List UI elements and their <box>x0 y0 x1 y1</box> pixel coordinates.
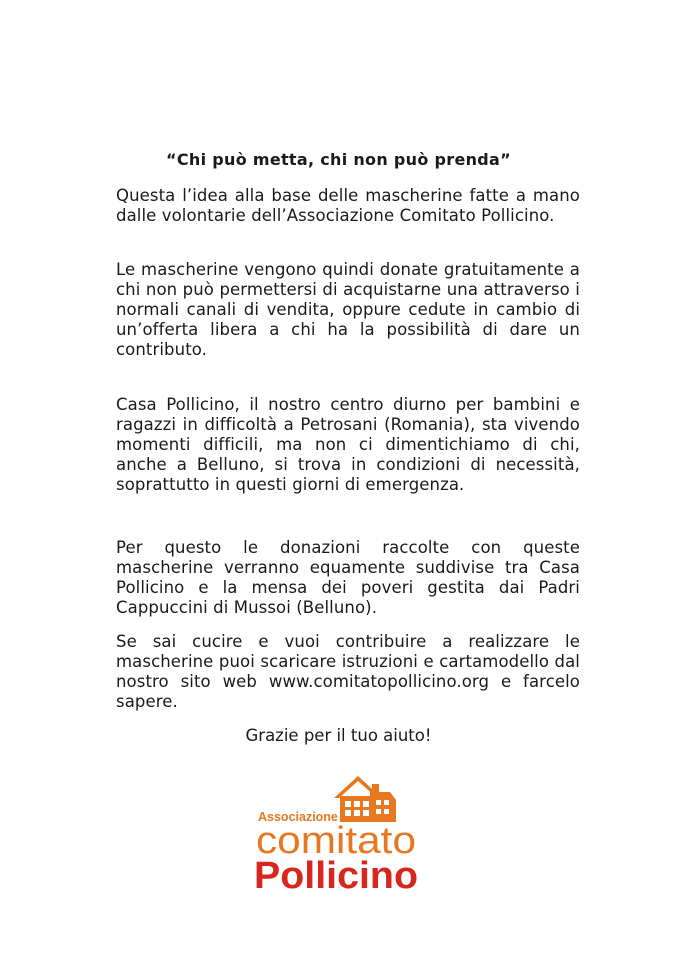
logo-line-associazione: Associazione <box>258 810 338 824</box>
closing-thanks: Grazie per il tuo aiuto! <box>245 726 432 745</box>
logo-line-comitato: comitato <box>256 820 416 862</box>
paragraph-contribute: Se sai cucire e vuoi contribuire a realizzare le mascherine puoi scaricare istruzioni e cartamodello dal nostro sito web www.comitatopollicino.org e farcelo sapere. <box>116 632 580 711</box>
paragraph-casa-pollicino: Casa Pollicino, il nostro centro diurno per bambini e ragazzi in difficoltà a Petrosani (Romania), sta vivendo momenti difficili, ma non ci dimentichiamo di chi, anche a Belluno, si trova in condizioni di necessità, soprattutto in questi giorni di emergenza. <box>116 395 580 494</box>
house-icon <box>334 776 396 822</box>
document-title: “Chi può metta, chi non può prenda” <box>166 150 511 169</box>
logo-line-pollicino: Pollicino <box>254 855 418 897</box>
paragraph-distribution: Per questo le donazioni raccolte con queste mascherine verranno equamente suddivise tra Casa Pollicino e la mensa dei poveri gestita dai Padri Cappuccini di Mussoi (Belluno). <box>116 538 580 617</box>
association-logo <box>250 770 430 900</box>
paragraph-intro: Questa l’idea alla base delle mascherine fatte a mano dalle volontarie dell’Associazione Comitato Pollicino. <box>116 186 580 225</box>
paragraph-donation: Le mascherine vengono quindi donate gratuitamente a chi non può permettersi di acquistarne una attraverso i normali canali di vendita, oppure cedute in cambio di un’offerta libera a chi ha la possibilità di dare un contributo. <box>116 260 580 359</box>
